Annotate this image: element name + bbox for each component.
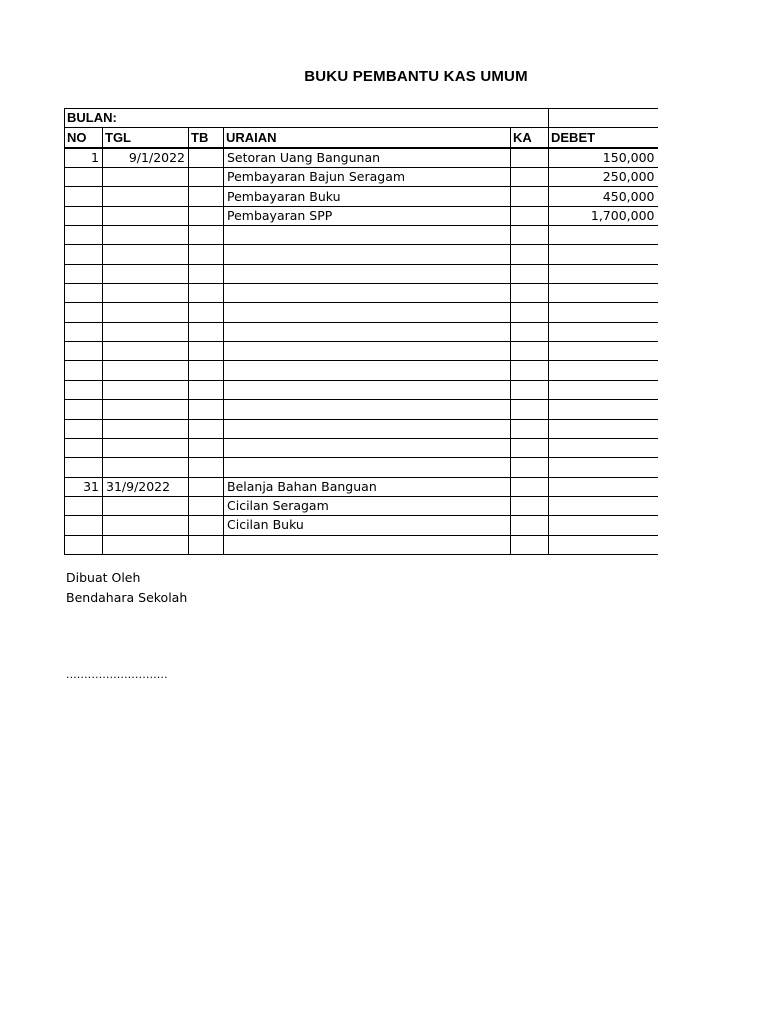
column-header-ka: KA bbox=[511, 128, 549, 148]
column-header-tgl: TGL bbox=[103, 128, 189, 148]
cell-uraian bbox=[224, 342, 511, 361]
cell-tb bbox=[189, 264, 224, 283]
table-row bbox=[65, 342, 658, 361]
cell-debet: 1,700,000 bbox=[549, 206, 658, 225]
cell-uraian bbox=[224, 264, 511, 283]
cell-uraian bbox=[224, 438, 511, 457]
cell-tb bbox=[189, 303, 224, 322]
cell-ka bbox=[511, 400, 549, 419]
cell-debet bbox=[549, 380, 658, 399]
cell-tb bbox=[189, 419, 224, 438]
cell-debet bbox=[549, 516, 658, 535]
cell-debet bbox=[549, 245, 658, 264]
cell-debet bbox=[549, 496, 658, 515]
column-header-debet: DEBET bbox=[549, 128, 658, 148]
table-row bbox=[65, 284, 658, 303]
table-row bbox=[65, 380, 658, 399]
cell-tgl bbox=[103, 516, 189, 535]
cell-tgl bbox=[103, 168, 189, 187]
cell-tgl bbox=[103, 361, 189, 380]
cell-tgl bbox=[103, 284, 189, 303]
table-row bbox=[65, 516, 658, 535]
table-row bbox=[65, 226, 658, 245]
cell-ka bbox=[511, 380, 549, 399]
cell-tb bbox=[189, 206, 224, 225]
cell-tgl bbox=[103, 496, 189, 515]
cell-no: 1 bbox=[65, 148, 103, 168]
cell-ka bbox=[511, 477, 549, 496]
cell-uraian bbox=[224, 226, 511, 245]
cell-tgl bbox=[103, 245, 189, 264]
cell-uraian: Belanja Bahan Banguan bbox=[224, 477, 511, 496]
cell-uraian: Cicilan Seragam bbox=[224, 496, 511, 515]
cell-no bbox=[65, 168, 103, 187]
cell-tb bbox=[189, 458, 224, 477]
cell-tgl bbox=[103, 438, 189, 457]
cell-no bbox=[65, 400, 103, 419]
cell-tgl: 9/1/2022 bbox=[103, 148, 189, 168]
cell-no bbox=[65, 516, 103, 535]
cell-tgl bbox=[103, 206, 189, 225]
cell-no bbox=[65, 496, 103, 515]
cell-tb bbox=[189, 284, 224, 303]
cell-debet bbox=[549, 361, 658, 380]
signature-line: ............................ bbox=[66, 667, 168, 681]
cell-tb bbox=[189, 245, 224, 264]
cell-uraian: Pembayaran Buku bbox=[224, 187, 511, 206]
treasurer-role: Bendahara Sekolah bbox=[66, 590, 188, 605]
cell-tgl bbox=[103, 322, 189, 341]
cell-uraian: Cicilan Buku bbox=[224, 516, 511, 535]
cell-tb bbox=[189, 361, 224, 380]
cell-tb bbox=[189, 322, 224, 341]
cell-uraian bbox=[224, 284, 511, 303]
table-row bbox=[65, 245, 658, 264]
cell-tb bbox=[189, 496, 224, 515]
month-header-row bbox=[65, 109, 658, 128]
cell-uraian bbox=[224, 245, 511, 264]
cell-no bbox=[65, 535, 103, 554]
table-row bbox=[65, 419, 658, 438]
table-row bbox=[65, 361, 658, 380]
cell-uraian bbox=[224, 322, 511, 341]
cell-uraian bbox=[224, 380, 511, 399]
cell-tb bbox=[189, 438, 224, 457]
cell-uraian bbox=[224, 458, 511, 477]
cell-ka bbox=[511, 206, 549, 225]
cell-no bbox=[65, 438, 103, 457]
cell-debet bbox=[549, 303, 658, 322]
table-row bbox=[65, 535, 658, 554]
cell-tgl bbox=[103, 419, 189, 438]
cell-tb bbox=[189, 477, 224, 496]
cell-no bbox=[65, 187, 103, 206]
table-row bbox=[65, 303, 658, 322]
cell-ka bbox=[511, 148, 549, 168]
cell-tgl bbox=[103, 264, 189, 283]
cell-tb bbox=[189, 400, 224, 419]
made-by-label: Dibuat Oleh bbox=[66, 570, 141, 585]
table-row bbox=[65, 496, 658, 515]
table-row bbox=[65, 458, 658, 477]
cell-no bbox=[65, 342, 103, 361]
cell-tgl bbox=[103, 458, 189, 477]
cell-no: 31 bbox=[65, 477, 103, 496]
column-header-tb: TB bbox=[189, 128, 224, 148]
cell-tb bbox=[189, 342, 224, 361]
cell-no bbox=[65, 264, 103, 283]
cell-no bbox=[65, 206, 103, 225]
cell-tb bbox=[189, 226, 224, 245]
table-row bbox=[65, 206, 658, 225]
cell-tgl bbox=[103, 187, 189, 206]
cell-no bbox=[65, 380, 103, 399]
cell-uraian bbox=[224, 303, 511, 322]
cell-ka bbox=[511, 168, 549, 187]
cell-ka bbox=[511, 187, 549, 206]
cell-ka bbox=[511, 284, 549, 303]
cell-ka bbox=[511, 361, 549, 380]
cell-debet bbox=[549, 284, 658, 303]
cell-ka bbox=[511, 535, 549, 554]
cell-tgl bbox=[103, 400, 189, 419]
table-row bbox=[65, 438, 658, 457]
cell-no bbox=[65, 303, 103, 322]
cell-no bbox=[65, 419, 103, 438]
cell-debet bbox=[549, 438, 658, 457]
cash-ledger-table bbox=[64, 108, 658, 555]
cell-tb bbox=[189, 148, 224, 168]
cell-tgl: 31/9/2022 bbox=[103, 477, 189, 496]
cell-no bbox=[65, 226, 103, 245]
table-row bbox=[65, 477, 658, 496]
cell-debet bbox=[549, 400, 658, 419]
cell-no bbox=[65, 245, 103, 264]
cell-tb bbox=[189, 535, 224, 554]
page-title: BUKU PEMBANTU KAS UMUM bbox=[304, 68, 528, 85]
cell-ka bbox=[511, 458, 549, 477]
cell-tgl bbox=[103, 380, 189, 399]
cell-uraian: Setoran Uang Bangunan bbox=[224, 148, 511, 168]
cell-debet bbox=[549, 342, 658, 361]
cell-tgl bbox=[103, 535, 189, 554]
cell-debet bbox=[549, 477, 658, 496]
cell-debet bbox=[549, 419, 658, 438]
table-row bbox=[65, 322, 658, 341]
column-header-no: NO bbox=[65, 128, 103, 148]
cell-uraian bbox=[224, 419, 511, 438]
cell-tb bbox=[189, 380, 224, 399]
cell-no bbox=[65, 361, 103, 380]
cell-tb bbox=[189, 187, 224, 206]
column-header-row bbox=[65, 128, 658, 148]
cell-uraian: Pembayaran SPP bbox=[224, 206, 511, 225]
column-header-uraian: URAIAN bbox=[224, 128, 511, 148]
cell-tb bbox=[189, 168, 224, 187]
cell-ka bbox=[511, 516, 549, 535]
table-row bbox=[65, 264, 658, 283]
cell-debet bbox=[549, 322, 658, 341]
cell-ka bbox=[511, 264, 549, 283]
cell-tgl bbox=[103, 303, 189, 322]
table-row bbox=[65, 187, 658, 206]
cell-uraian: Pembayaran Bajun Seragam bbox=[224, 168, 511, 187]
cell-ka bbox=[511, 438, 549, 457]
cell-uraian bbox=[224, 361, 511, 380]
cell-ka bbox=[511, 303, 549, 322]
cell-tb bbox=[189, 516, 224, 535]
month-label: BULAN: bbox=[65, 109, 549, 128]
table-row bbox=[65, 400, 658, 419]
cell-ka bbox=[511, 322, 549, 341]
cell-ka bbox=[511, 419, 549, 438]
month-header-blank-cell bbox=[549, 109, 658, 128]
cell-tgl bbox=[103, 226, 189, 245]
cell-debet: 150,000 bbox=[549, 148, 658, 168]
table-row bbox=[65, 148, 658, 168]
cell-ka bbox=[511, 226, 549, 245]
cell-debet: 450,000 bbox=[549, 187, 658, 206]
cell-debet bbox=[549, 535, 658, 554]
cell-ka bbox=[511, 496, 549, 515]
cell-ka bbox=[511, 245, 549, 264]
cell-no bbox=[65, 458, 103, 477]
cell-uraian bbox=[224, 400, 511, 419]
cell-ka bbox=[511, 342, 549, 361]
cell-debet bbox=[549, 226, 658, 245]
cell-no bbox=[65, 284, 103, 303]
cell-no bbox=[65, 322, 103, 341]
cell-debet: 250,000 bbox=[549, 168, 658, 187]
cell-debet bbox=[549, 458, 658, 477]
table-row bbox=[65, 168, 658, 187]
cell-tgl bbox=[103, 342, 189, 361]
cell-debet bbox=[549, 264, 658, 283]
cell-uraian bbox=[224, 535, 511, 554]
